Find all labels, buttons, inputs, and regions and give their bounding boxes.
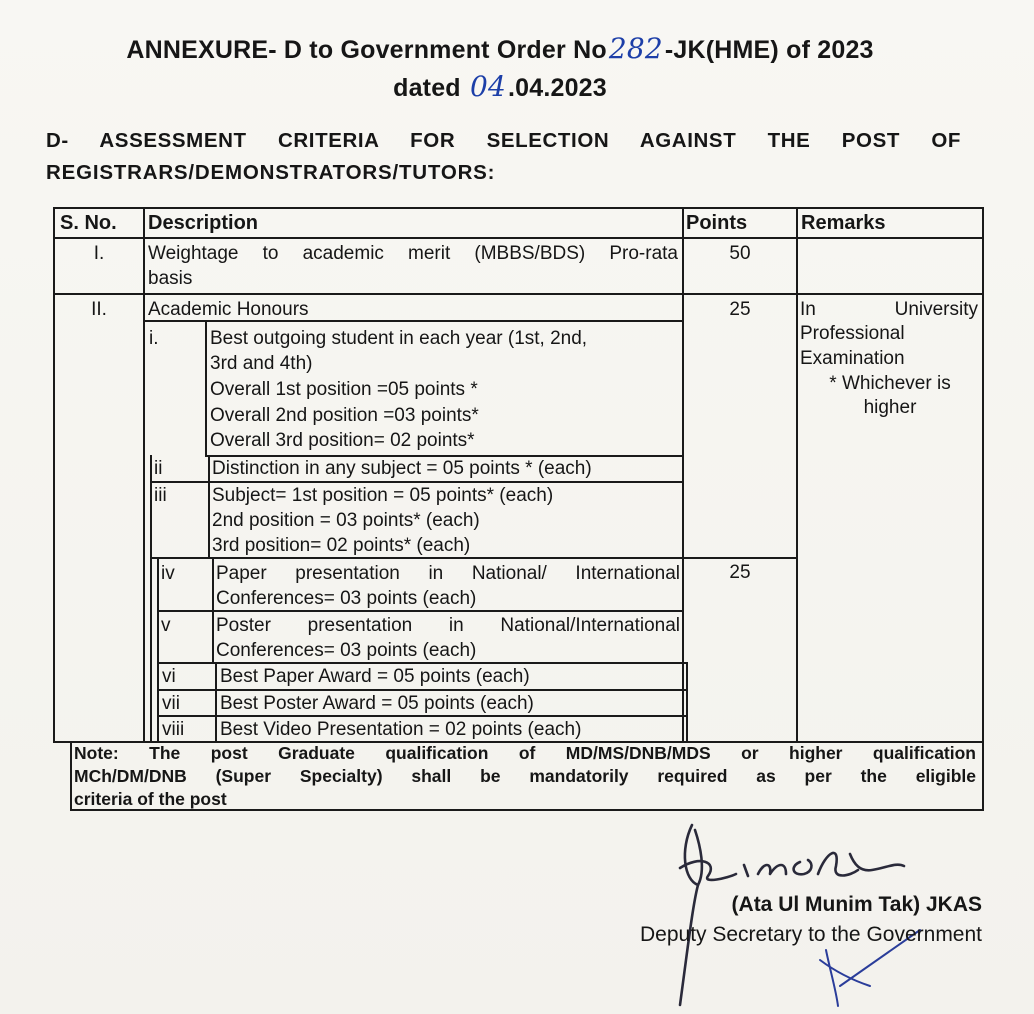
row-2-points-top: 25 <box>729 299 751 320</box>
document-date <box>0 70 1000 103</box>
section-heading-line2: REGISTRARS/DEMONSTRATORS/TUTORS: <box>46 161 496 184</box>
sub-item-1-line1: Best outgoing student in each year (1st, 2nd, <box>210 328 588 349</box>
remarks-line1-right: University <box>894 299 978 320</box>
sub-item-3-line3: 3rd position= 02 points* (each) <box>212 535 471 556</box>
note-line3: criteria of the post <box>74 789 227 809</box>
section-heading-line1: D- ASSESSMENT CRITERIA FOR SELECTION AGAINST THE POST OF <box>46 129 961 152</box>
sub-item-2-line1: Distinction in any subject = 05 points * (each) <box>212 458 592 479</box>
row-1-sno: I. <box>93 243 105 264</box>
sub-item-8-number: viii <box>162 719 185 740</box>
sub-item-5-number: v <box>161 615 171 636</box>
column-header-description: Description <box>148 212 259 234</box>
sub-item-1-line3: Overall 1st position =05 points * <box>210 379 478 400</box>
title-suffix: -JK(HME) of 2023 <box>664 36 874 64</box>
column-header-sno: S. No. <box>60 212 117 234</box>
row-2-title: Academic Honours <box>148 299 309 320</box>
remarks-line4: * Whichever is <box>829 373 951 394</box>
sub-item-6-line1: Best Paper Award = 05 points (each) <box>220 666 530 687</box>
sub-item-8-line1: Best Video Presentation = 02 points (each) <box>220 719 582 740</box>
sub-item-1-line2: 3rd and 4th) <box>210 353 313 374</box>
row-1-description-line1: Weightage to academic merit (MBBS/BDS) Pro-rata <box>148 243 678 264</box>
dated-label: dated <box>393 74 461 102</box>
document-title <box>0 32 1000 65</box>
remarks-line3: Examination <box>800 348 905 369</box>
handwritten-date-day: 04 <box>469 70 506 103</box>
signatory-designation: Deputy Secretary to the Government <box>640 923 982 946</box>
signatory-name: (Ata Ul Munim Tak) JKAS <box>731 893 982 916</box>
sub-item-5-line2: Conferences= 03 points (each) <box>216 640 477 661</box>
row-2-sno: II. <box>91 299 107 320</box>
sub-item-4-number: iv <box>161 563 175 584</box>
table-note <box>74 742 976 811</box>
row-1-description-line2: basis <box>148 268 193 289</box>
sub-item-7-number: vii <box>162 693 180 714</box>
sub-item-3-line1: Subject= 1st position = 05 points* (each) <box>212 485 554 506</box>
sub-item-5-line1: Poster presentation in National/International <box>216 615 680 636</box>
note-line2: MCh/DM/DNB (Super Specialty) shall be mandatorily required as per the eligible <box>74 766 976 786</box>
note-line1: Note: The post Graduate qualification of MD/MS/DNB/MDS or higher qualification <box>74 743 976 763</box>
sub-item-6-number: vi <box>162 666 176 687</box>
remarks-line5: higher <box>863 397 917 418</box>
remarks-line2: Professional <box>800 323 905 344</box>
column-header-points: Points <box>686 212 748 234</box>
row-2-points-bottom: 25 <box>729 562 751 583</box>
column-header-remarks: Remarks <box>801 212 886 234</box>
sub-item-3-line2: 2nd position = 03 points* (each) <box>212 510 480 531</box>
sub-item-4-line1: Paper presentation in National/ International <box>216 563 680 584</box>
sub-item-1-line5: Overall 3rd position= 02 points* <box>210 430 475 451</box>
sub-item-2-number: ii <box>154 458 163 479</box>
sub-item-1-line4: Overall 2nd position =03 points* <box>210 405 479 426</box>
sub-item-3-number: iii <box>154 485 167 506</box>
title-prefix: ANNEXURE- D to Government Order No <box>126 36 607 64</box>
sub-item-1-number: i. <box>149 328 159 349</box>
remarks-line1-left: In <box>800 299 816 320</box>
row-1-points: 50 <box>729 243 751 264</box>
handwritten-order-number: 282 <box>608 32 663 65</box>
sub-item-4-line2: Conferences= 03 points (each) <box>216 588 477 609</box>
sub-item-7-line1: Best Poster Award = 05 points (each) <box>220 693 534 714</box>
date-rest: .04.2023 <box>507 74 607 102</box>
